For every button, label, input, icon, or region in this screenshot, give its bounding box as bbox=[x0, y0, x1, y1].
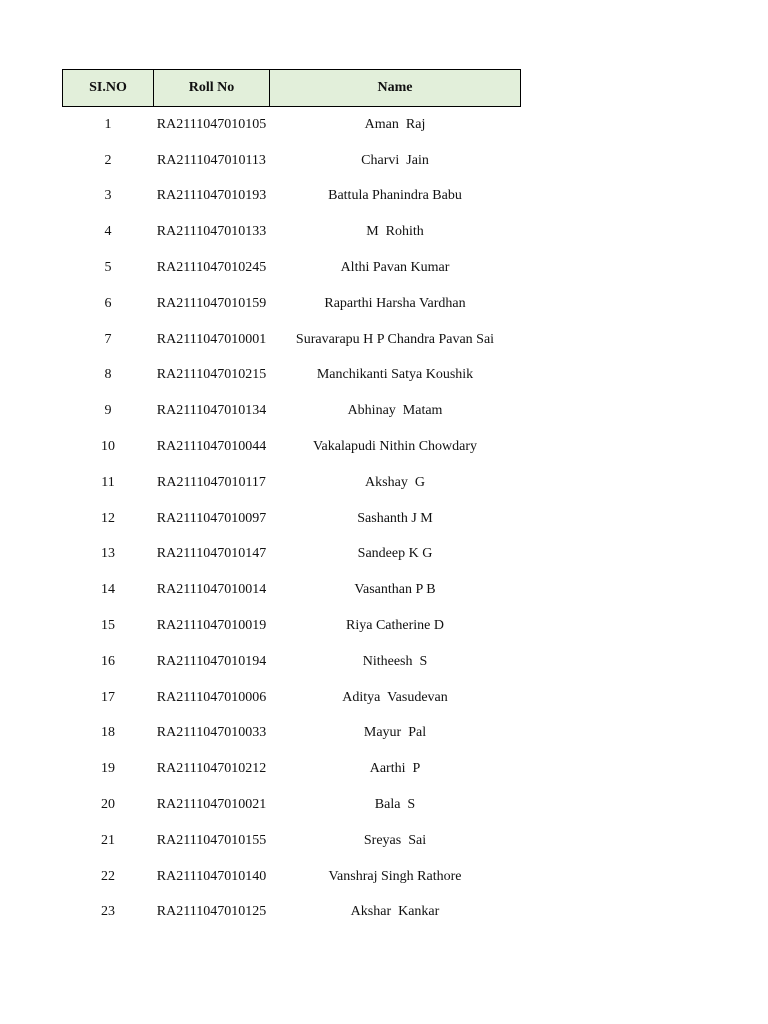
cell-name: Sreyas Sai bbox=[363, 832, 427, 848]
table-row bbox=[63, 751, 521, 787]
cell-slno: 23 bbox=[101, 904, 115, 920]
student-table bbox=[62, 69, 521, 930]
cell-roll-no: RA2111047010245 bbox=[156, 260, 267, 276]
table-row bbox=[63, 644, 521, 680]
cell-slno: 20 bbox=[101, 797, 115, 813]
table-row bbox=[63, 823, 521, 859]
cell-name: Manchikanti Satya Koushik bbox=[316, 367, 474, 383]
cell-slno: 10 bbox=[101, 439, 115, 455]
cell-slno: 17 bbox=[101, 689, 115, 705]
cell-slno: 6 bbox=[104, 295, 112, 311]
header-name: Name bbox=[270, 70, 521, 107]
table-row bbox=[63, 537, 521, 573]
cell-slno: 13 bbox=[101, 546, 115, 562]
cell-roll-no: RA2111047010159 bbox=[156, 295, 267, 311]
cell-slno: 5 bbox=[104, 260, 112, 276]
table-row bbox=[63, 250, 521, 286]
table-row bbox=[63, 143, 521, 179]
student-list-sheet bbox=[62, 69, 521, 930]
cell-name: Mayur Pal bbox=[363, 725, 427, 741]
cell-slno: 9 bbox=[104, 403, 112, 419]
table-row bbox=[63, 608, 521, 644]
header-roll-no: Roll No bbox=[154, 70, 270, 107]
cell-slno: 18 bbox=[101, 725, 115, 741]
cell-roll-no: RA2111047010021 bbox=[156, 797, 267, 813]
cell-roll-no: RA2111047010133 bbox=[156, 224, 267, 240]
table-row bbox=[63, 179, 521, 215]
cell-roll-no: RA2111047010006 bbox=[156, 689, 267, 705]
cell-roll-no: RA2111047010014 bbox=[156, 582, 267, 598]
cell-roll-no: RA2111047010113 bbox=[157, 152, 266, 168]
cell-slno: 15 bbox=[101, 618, 115, 634]
cell-roll-no: RA2111047010117 bbox=[157, 474, 266, 490]
header-slno: SI.NO bbox=[63, 70, 154, 107]
cell-slno: 3 bbox=[104, 188, 112, 204]
cell-name: Sashanth J M bbox=[357, 510, 433, 526]
table-row bbox=[63, 393, 521, 429]
table-row bbox=[63, 859, 521, 895]
cell-name: Charvi Jain bbox=[361, 152, 429, 168]
table-row bbox=[63, 501, 521, 537]
cell-name: Aditya Vasudevan bbox=[342, 689, 448, 705]
cell-slno: 11 bbox=[101, 474, 115, 490]
cell-name: Abhinay Matam bbox=[347, 403, 443, 419]
cell-name: Vasanthan P B bbox=[354, 582, 436, 598]
cell-slno: 21 bbox=[101, 832, 115, 848]
cell-name: M Rohith bbox=[366, 224, 424, 240]
table-row bbox=[63, 716, 521, 752]
header-row bbox=[63, 70, 521, 107]
cell-roll-no: RA2111047010001 bbox=[156, 331, 267, 347]
cell-name: Battula Phanindra Babu bbox=[328, 188, 462, 204]
cell-roll-no: RA2111047010215 bbox=[156, 367, 267, 383]
cell-roll-no: RA2111047010134 bbox=[156, 403, 267, 419]
table-row bbox=[63, 680, 521, 716]
cell-name: Akshar Kankar bbox=[350, 904, 440, 920]
table-row bbox=[63, 429, 521, 465]
cell-roll-no: RA2111047010097 bbox=[156, 510, 267, 526]
table-row bbox=[63, 107, 521, 143]
cell-slno: 1 bbox=[104, 116, 112, 132]
cell-roll-no: RA2111047010194 bbox=[156, 653, 267, 669]
cell-name: Althi Pavan Kumar bbox=[340, 260, 450, 276]
cell-name: Sandeep K G bbox=[357, 546, 433, 562]
cell-slno: 16 bbox=[101, 653, 115, 669]
cell-roll-no: RA2111047010044 bbox=[156, 439, 267, 455]
cell-name: Vanshraj Singh Rathore bbox=[328, 868, 462, 884]
table-row bbox=[63, 572, 521, 608]
cell-name: Vakalapudi Nithin Chowdary bbox=[312, 439, 478, 455]
cell-name: Akshay G bbox=[365, 474, 425, 490]
cell-slno: 8 bbox=[104, 367, 112, 383]
cell-slno: 4 bbox=[104, 224, 112, 240]
cell-roll-no: RA2111047010155 bbox=[156, 832, 267, 848]
table-row bbox=[63, 286, 521, 322]
table-row bbox=[63, 465, 521, 501]
cell-slno: 12 bbox=[101, 510, 115, 526]
cell-roll-no: RA2111047010125 bbox=[156, 904, 267, 920]
cell-name: Aarthi P bbox=[369, 761, 421, 777]
cell-name: Raparthi Harsha Vardhan bbox=[324, 295, 466, 311]
cell-roll-no: RA2111047010033 bbox=[156, 725, 267, 741]
table-row bbox=[63, 358, 521, 394]
cell-slno: 22 bbox=[101, 868, 115, 884]
table-row bbox=[63, 787, 521, 823]
table-row bbox=[63, 895, 521, 931]
cell-name: Nitheesh S bbox=[362, 653, 428, 669]
cell-roll-no: RA2111047010105 bbox=[156, 116, 267, 132]
table-row bbox=[63, 322, 521, 358]
cell-roll-no: RA2111047010147 bbox=[156, 546, 267, 562]
table-row bbox=[63, 214, 521, 250]
cell-roll-no: RA2111047010140 bbox=[156, 868, 267, 884]
cell-slno: 14 bbox=[101, 582, 115, 598]
cell-roll-no: RA2111047010019 bbox=[156, 618, 267, 634]
cell-slno: 7 bbox=[104, 331, 112, 347]
cell-slno: 2 bbox=[104, 152, 112, 168]
table-body bbox=[63, 107, 521, 931]
cell-name: Aman Raj bbox=[364, 116, 426, 132]
cell-name: Riya Catherine D bbox=[346, 618, 444, 634]
cell-slno: 19 bbox=[101, 761, 115, 777]
table-header bbox=[63, 70, 521, 107]
cell-name: Bala S bbox=[374, 797, 416, 813]
cell-roll-no: RA2111047010212 bbox=[156, 761, 267, 777]
cell-roll-no: RA2111047010193 bbox=[156, 188, 267, 204]
cell-name: Suravarapu H P Chandra Pavan Sai bbox=[295, 331, 495, 347]
